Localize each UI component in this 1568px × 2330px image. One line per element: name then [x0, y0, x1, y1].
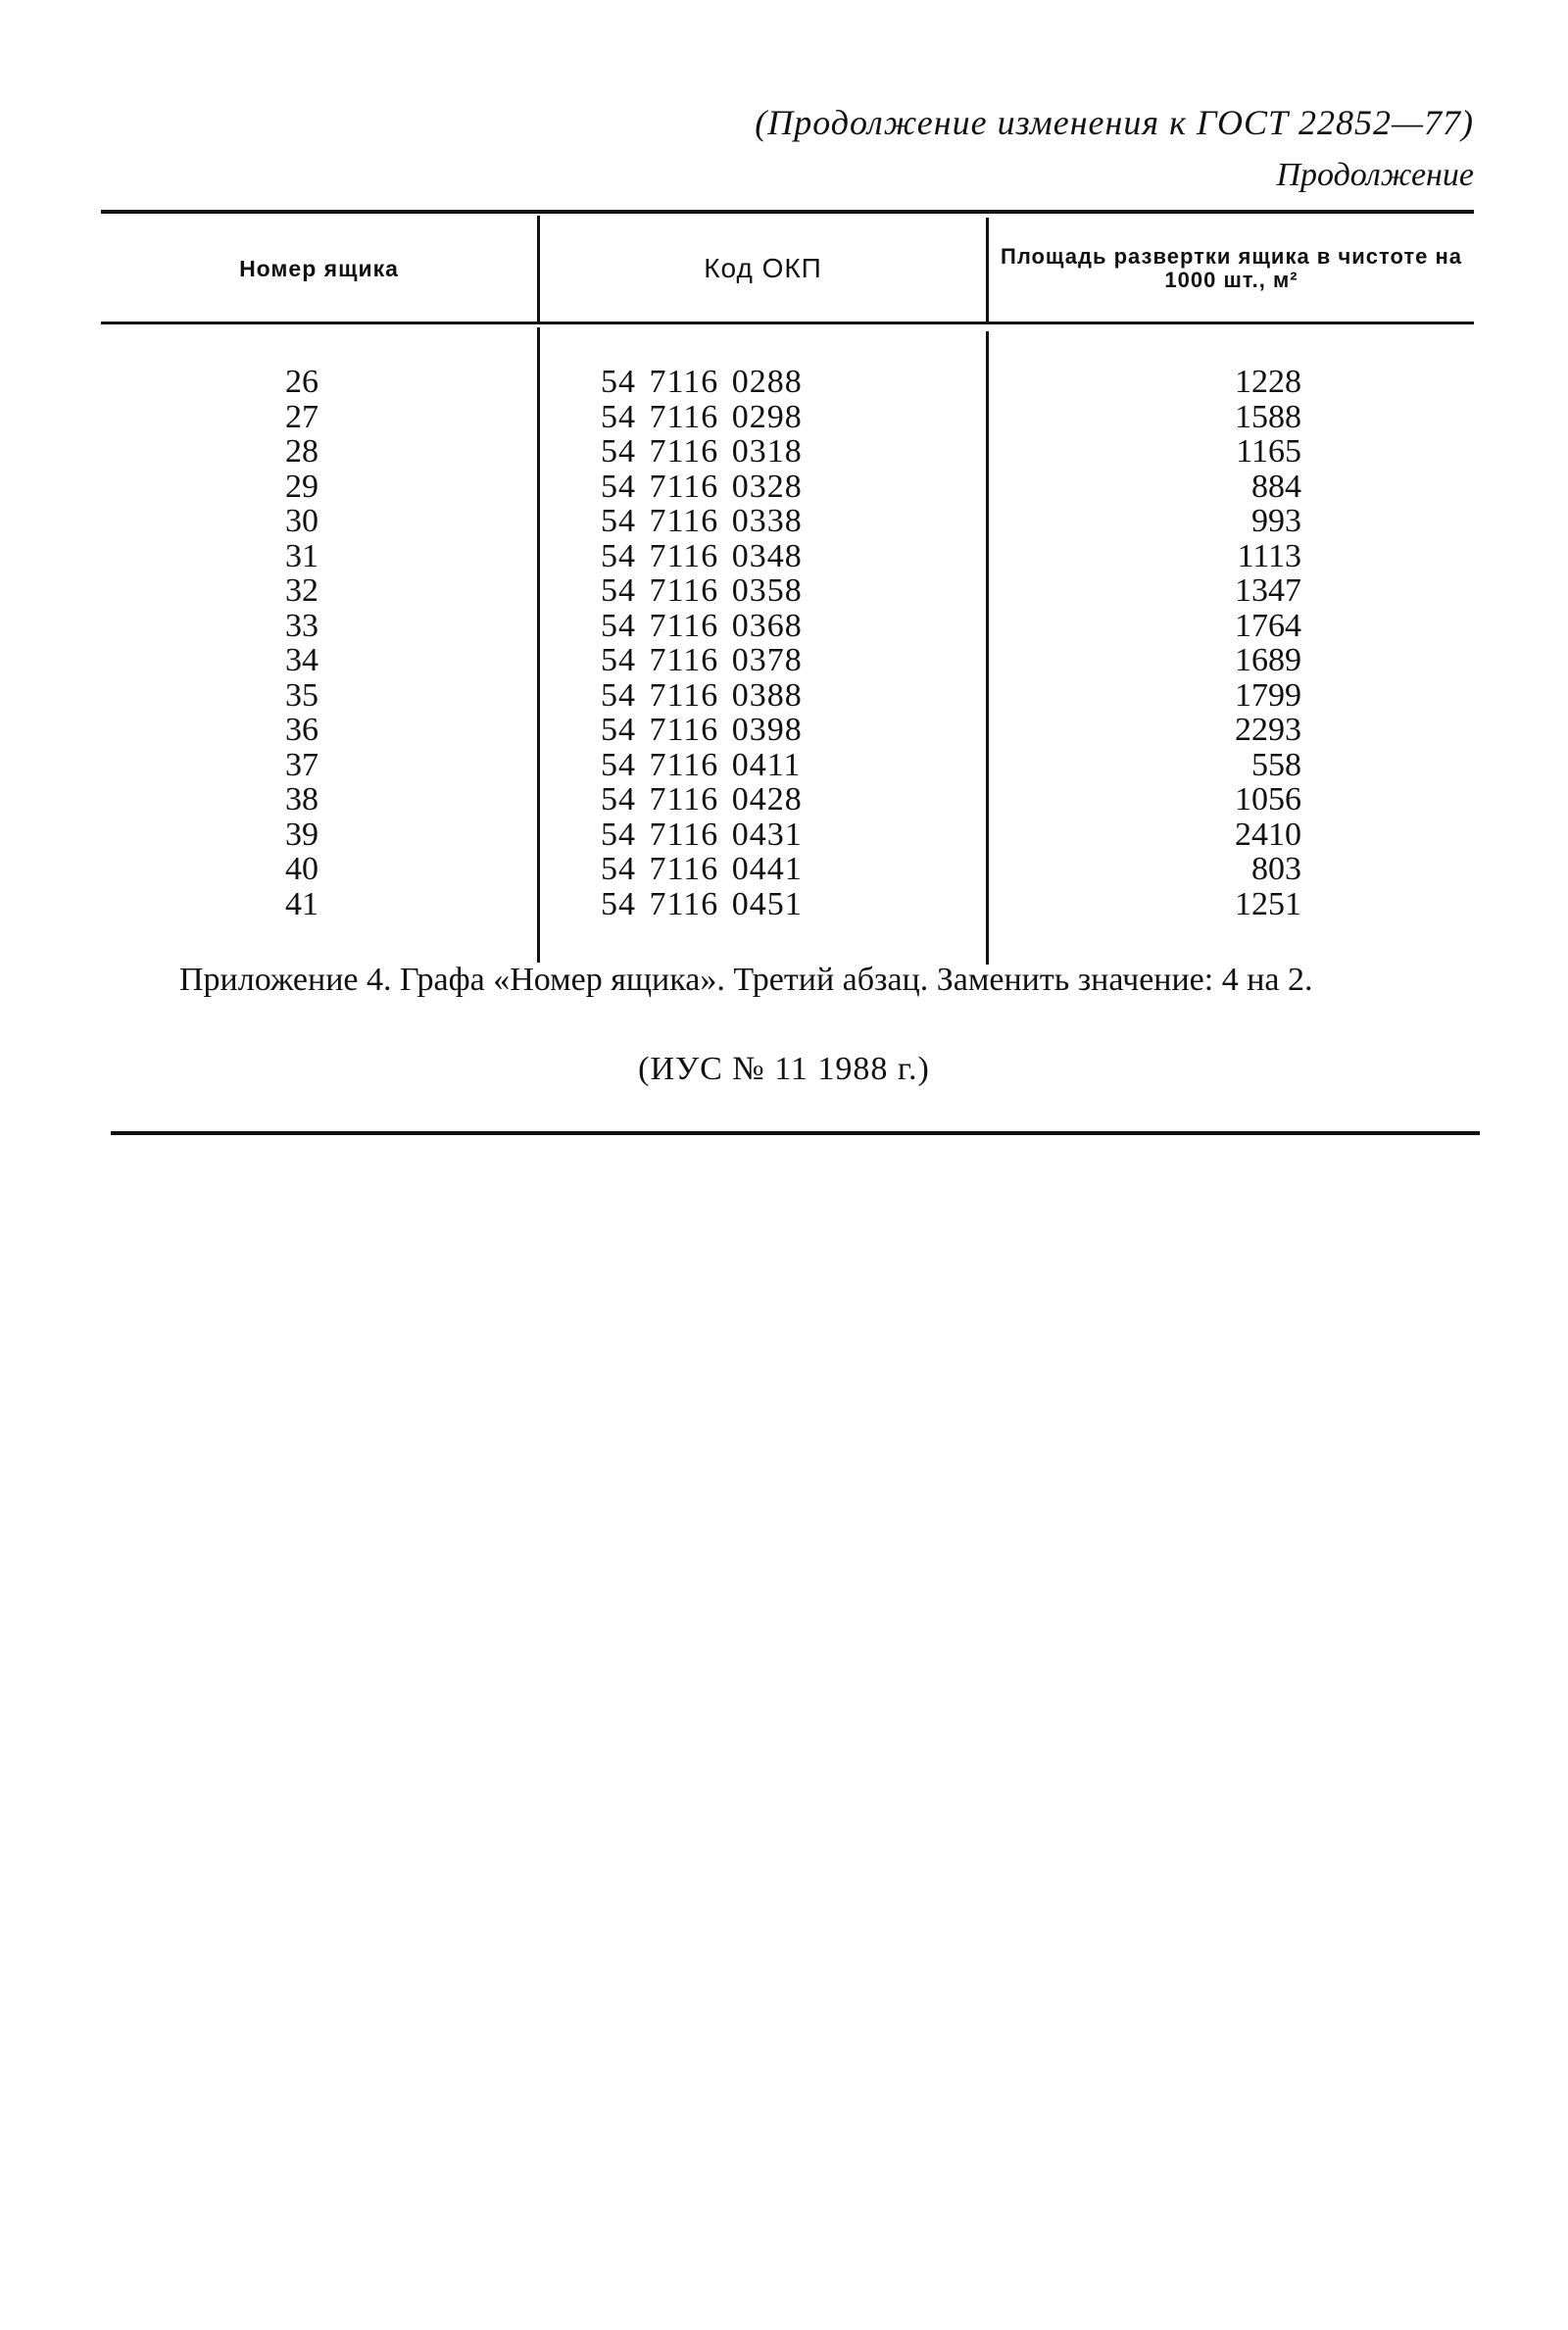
- column-header-area: Площадь развертки ящика в чистоте на 1000 шт., м²: [1001, 244, 1462, 292]
- table-row: [101, 365, 1474, 400]
- okp-code-cell: 54 7116 0298: [601, 398, 803, 435]
- table-body: [101, 365, 1474, 921]
- box-number-cell: 30: [285, 503, 318, 539]
- okp-code-cell: 54 7116 0348: [601, 537, 803, 574]
- okp-code-cell: 54 7116 0441: [601, 851, 803, 887]
- table-row: [101, 609, 1474, 644]
- column-header-box-number: Номер ящика: [239, 255, 399, 281]
- box-number-cell: 36: [285, 712, 318, 748]
- table-row: [101, 713, 1474, 748]
- page-header-continuation: (Продолжение изменения к ГОСТ 22852—77): [755, 103, 1474, 142]
- area-cell: 1347: [1235, 572, 1301, 609]
- area-cell: 1764: [1235, 607, 1301, 644]
- page-bottom-rule: [111, 1131, 1480, 1135]
- box-number-cell: 29: [285, 468, 318, 505]
- issue-reference: (ИУС № 11 1988 г.): [638, 1051, 930, 1087]
- area-cell: 1689: [1235, 642, 1301, 678]
- table-row: [101, 504, 1474, 539]
- okp-code-cell: 54 7116 0451: [601, 885, 803, 922]
- column-header-okp-code: Код ОКП: [704, 253, 822, 283]
- table-row: [101, 643, 1474, 678]
- data-table: [101, 210, 1474, 955]
- okp-code-cell: 54 7116 0318: [601, 433, 803, 470]
- table-row: [101, 748, 1474, 783]
- table-row: [101, 782, 1474, 818]
- box-number-cell: 32: [285, 572, 318, 609]
- area-cell: 1251: [1235, 885, 1301, 922]
- table-continuation-label: Продолжение: [1276, 157, 1474, 193]
- area-cell: 558: [1251, 746, 1301, 783]
- box-number-cell: 40: [285, 851, 318, 887]
- okp-code-cell: 54 7116 0431: [601, 816, 803, 853]
- okp-code-cell: 54 7116 0411: [601, 746, 802, 783]
- table-row: [101, 434, 1474, 470]
- area-cell: 993: [1251, 503, 1301, 539]
- okp-code-cell: 54 7116 0428: [601, 781, 803, 818]
- table-header-rule: [101, 322, 1474, 324]
- amendment-note: Приложение 4. Графа «Номер ящика». Третий абзац. Заменить значение: 4 на 2.: [179, 962, 1313, 998]
- okp-code-cell: 54 7116 0368: [601, 607, 803, 644]
- area-cell: 2410: [1235, 816, 1301, 853]
- okp-code-cell: 54 7116 0288: [601, 364, 803, 400]
- box-number-cell: 33: [285, 607, 318, 644]
- table-row: [101, 818, 1474, 853]
- box-number-cell: 34: [285, 642, 318, 678]
- area-cell: 884: [1251, 468, 1301, 505]
- area-cell: 1113: [1237, 537, 1301, 574]
- area-cell: 1165: [1236, 433, 1301, 470]
- okp-code-cell: 54 7116 0328: [601, 468, 803, 505]
- box-number-cell: 31: [285, 537, 318, 574]
- table-row: [101, 470, 1474, 505]
- table-row: [101, 887, 1474, 922]
- box-number-cell: 28: [285, 433, 318, 470]
- box-number-cell: 39: [285, 816, 318, 853]
- okp-code-cell: 54 7116 0338: [601, 503, 803, 539]
- area-cell: 1228: [1235, 364, 1301, 400]
- area-cell: 1799: [1235, 676, 1301, 714]
- area-cell: 1056: [1235, 781, 1301, 818]
- box-number-cell: 37: [285, 746, 318, 783]
- table-row: [101, 539, 1474, 574]
- area-cell: 803: [1251, 851, 1301, 887]
- box-number-cell: 26: [285, 364, 318, 400]
- okp-code-cell: 54 7116 0378: [601, 642, 803, 678]
- area-cell: 2293: [1235, 712, 1301, 748]
- box-number-cell: 27: [285, 398, 318, 435]
- okp-code-cell: 54 7116 0388: [601, 676, 803, 714]
- table-top-rule: [101, 210, 1474, 214]
- okp-code-cell: 54 7116 0358: [601, 572, 803, 609]
- area-cell: 1588: [1235, 398, 1301, 435]
- box-number-cell: 38: [285, 781, 318, 818]
- box-number-cell: 35: [285, 676, 318, 714]
- okp-code-cell: 54 7116 0398: [601, 712, 803, 748]
- table-row: [101, 678, 1474, 714]
- table-row: [101, 400, 1474, 435]
- table-row: [101, 573, 1474, 609]
- table-row: [101, 852, 1474, 887]
- box-number-cell: 41: [285, 885, 318, 922]
